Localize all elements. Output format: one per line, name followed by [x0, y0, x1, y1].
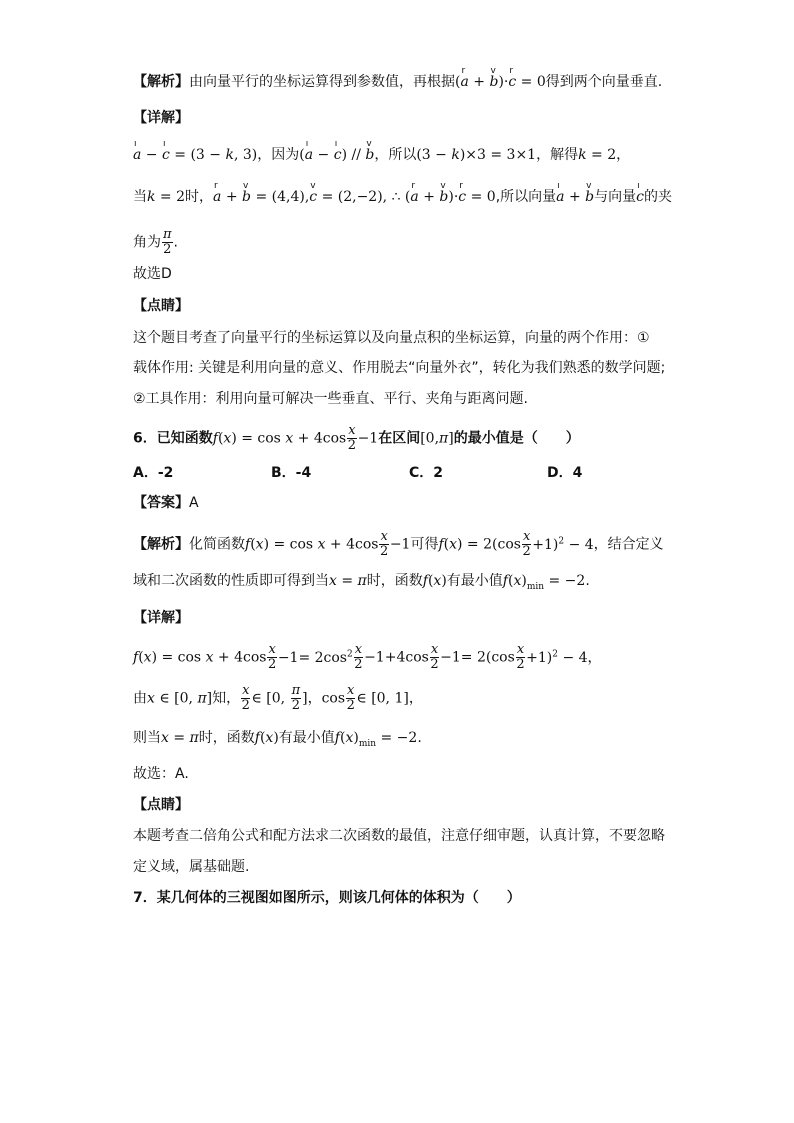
option-d[interactable]: D．4 — [547, 465, 583, 481]
q6-analysis-line-2: 域和二次函数的性质即可得到当x = π时，函数f(x)有最小值$f(x)_{min} = -2$. — [133, 573, 590, 592]
formula: k = 2 — [578, 147, 617, 163]
fraction-pi-over-2: $\frac{\pi}{2}$ — [163, 227, 172, 257]
answer-tag: 【答案】 — [133, 495, 189, 511]
fraction-x-over-2: $\frac{x}{2}$ — [347, 423, 357, 453]
q6-conclusion: 故选：A. — [133, 766, 189, 782]
q6-detail-line-3: 则当x = π时，函数f(x)有最小值$f(x)_{min} = -2$. — [133, 730, 422, 749]
remark-tag: 【点睛】 — [133, 797, 189, 813]
q6-remark-line-2: 定义域，属基础题. — [133, 859, 250, 875]
q6-stem: 6．已知函数f(x) = cos x + 4cos $\frac{x}{2}$ −1在区间[0,π]的最小值是（ ） — [133, 423, 580, 453]
formula: f(x) = cos x + 4cos — [212, 430, 347, 447]
q6-remark-line-1: 本题考查二倍角公式和配方法求二次函数的最值，注意仔细审题，认真计算，不要忽略 — [133, 828, 665, 844]
q6-detail-line-1: f(x) = cos x + 4cos $\frac{x}{2}$ $-1= 2\cos^2$ $\frac{x}{2}$ −1+4cos $\frac{x}{2}$ −1= 2(cos $\frac{x}{2}$ +1)$^2$ − 4， — [133, 642, 602, 672]
option-c[interactable]: C．2 — [409, 465, 444, 481]
formula: (r a + v b)·r c = 0 — [455, 74, 546, 90]
formula: ı a + v b — [556, 189, 594, 205]
formula: f(x) — [254, 730, 279, 746]
q5-analysis-text-a: 由向量平行的坐标运算得到参数值，再根据 — [189, 74, 455, 90]
q5-conclusion: 故选D — [133, 266, 172, 282]
q5-remark-line-2: 载体作用: 关键是利用向量的意义、作用脱去“向量外衣”，转化为我们熟悉的数学问题; — [133, 360, 666, 376]
q5-analysis-text-b: 得到两个向量垂直. — [545, 74, 663, 90]
analysis-tag: 【解析】 — [133, 536, 189, 553]
q5-remark-line-1: 这个题目考查了向量平行的坐标运算以及向量点积的坐标运算，向量的两个作用：① — [133, 330, 650, 346]
q5-detail-line-3: 角为 $\frac{\pi}{2}$ . — [133, 227, 178, 257]
formula: f(x) = cos x + 4cos — [245, 536, 379, 553]
formula: $f(x)_{min} = -2$ — [502, 573, 586, 592]
formula: r a + v b = (4,4),v c = (2,−2), ∴ (r a + v b)·r c = 0 — [213, 189, 496, 205]
detail-tag: 【详解】 — [133, 610, 189, 626]
formula: f(x) = cos x + 4cos — [133, 649, 267, 666]
q7-stem: 7．某几何体的三视图如图所示，则该几何体的体积为（ ） — [133, 890, 521, 906]
option-b[interactable]: B．-4 — [271, 465, 312, 481]
formula: x = π — [161, 730, 199, 746]
formula: (3 − k)×3 = 3×1 — [416, 147, 537, 163]
formula: x ∈ [0, π] — [147, 690, 213, 707]
formula: ı c — [636, 189, 644, 205]
option-a[interactable]: A．-2 — [133, 465, 174, 481]
detail-tag: 【详解】 — [133, 110, 189, 126]
formula: f(x) — [422, 573, 447, 589]
q5-detail-line-2: 当k = 2时，r a + v b = (4,4),v c = (2,−2), ∴ (r a + v b)·r c = 0,所以向量ı a + v b与向量ı c的夹 — [133, 187, 672, 207]
formula: $f(x)_{min} = -2$ — [334, 730, 418, 749]
formula: k = 2 — [147, 189, 186, 205]
q5-analysis-line — [133, 72, 662, 92]
q6-answer — [133, 493, 199, 513]
q5-detail-line-1: ı a − ı c = (3 − k, 3)，因为(ı a − ı c) // v b，所以(3 − k)×3 = 3×1，解得k = 2， — [133, 145, 630, 165]
answer-value: A — [189, 495, 199, 511]
q5-remark-line-3: ②工具作用：利用向量可解决一些垂直、平行、夹角与距离问题. — [133, 391, 528, 407]
formula: ı a − ı c = (3 − k, 3) — [133, 147, 257, 163]
formula: x = π — [329, 573, 367, 589]
remark-tag: 【点睛】 — [133, 298, 189, 314]
q6-detail-line-2: 由x ∈ [0, π]知， $\frac{x}{2}$ ∈ [0, $\frac{\pi}{2}$ ]，cos $\frac{x}{2}$ ∈ [0, 1]， — [133, 683, 423, 713]
analysis-tag: 【解析】 — [133, 74, 189, 90]
q6-options — [133, 463, 685, 483]
formula: f(x) = 2(cos — [438, 536, 521, 553]
formula: (ı a − ı c) // v b — [299, 147, 374, 163]
q6-analysis-line-1: 【解析】化简函数f(x) = cos x + 4cos $\frac{x}{2}$ −1可得f(x) = 2(cos $\frac{x}{2}$ +1)$^2$ − 4，结合定义 — [133, 529, 664, 559]
